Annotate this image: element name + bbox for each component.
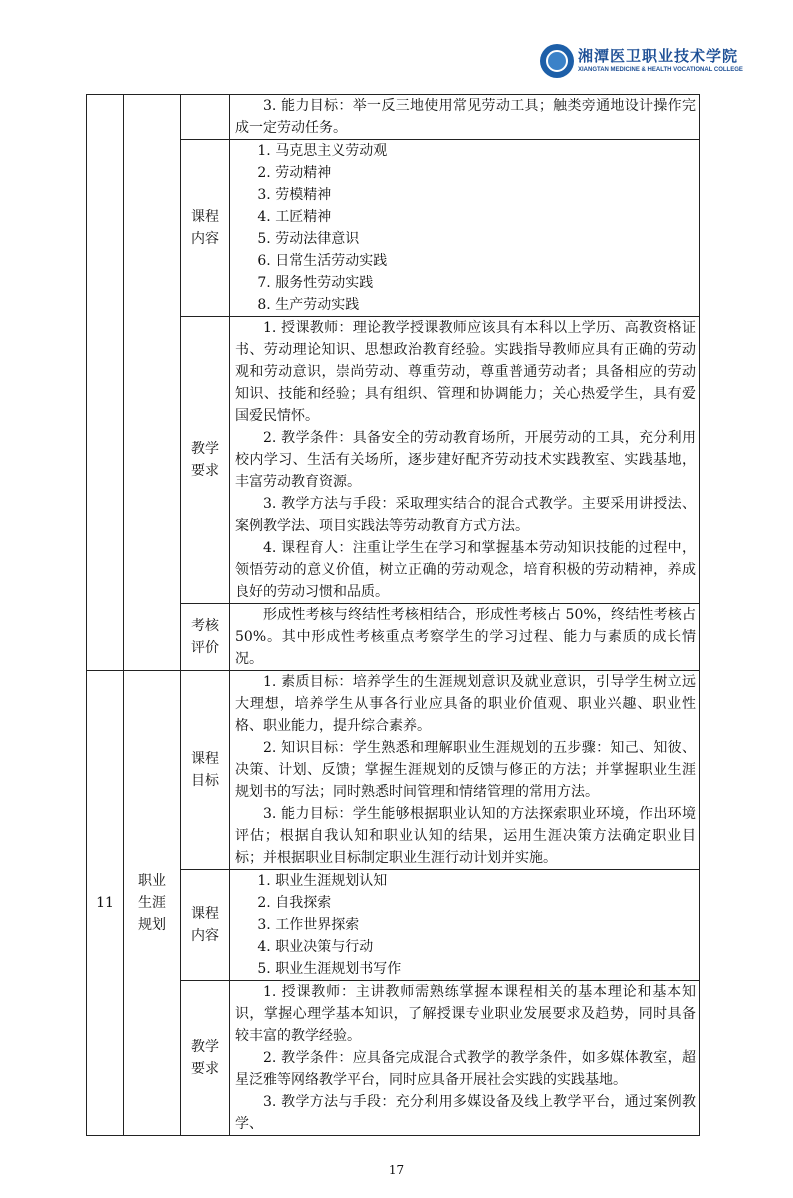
list-item: 5. 劳动法律意识	[257, 231, 360, 247]
logo-name-en: XIANGTAN MEDICINE & HEALTH VOCATIONAL COLLEGE	[578, 67, 743, 73]
list-item: 4. 职业决策与行动	[257, 939, 374, 955]
list-item: 8. 生产劳动实践	[257, 297, 360, 313]
course-number-cell	[87, 671, 124, 1136]
college-seal-icon	[540, 44, 574, 78]
paragraph: 4. 课程育人：注重让学生在学习和掌握基本劳动知识技能的过程中，领悟劳动的意义价值，树立正确的劳动观念，培育积极的劳动精神，养成良好的劳动习惯和品质。	[235, 540, 696, 600]
eval-label-cell	[181, 604, 230, 671]
req-label: 教学要求	[191, 1039, 219, 1077]
content-label-cell	[181, 140, 230, 317]
req-label: 教学要求	[191, 441, 219, 479]
content-label-cell	[181, 870, 230, 981]
college-logo	[540, 44, 743, 78]
list-item: 1. 职业生涯规划认知	[257, 873, 388, 889]
list-item: 7. 服务性劳动实践	[257, 275, 374, 291]
list-item: 3. 劳模精神	[257, 187, 332, 203]
paragraph: 2. 知识目标：学生熟悉和理解职业生涯规划的五步骤：知己、知彼、决策、计划、反馈；掌握生涯规划的反馈与修正的方法；并掌握职业生涯规划书的写法；同时熟悉时间管理和情绪管理的常用方法。	[235, 740, 696, 800]
list-item: 5. 职业生涯规划书写作	[257, 961, 402, 977]
goal-label-cell	[181, 671, 230, 870]
label-cell	[181, 95, 230, 140]
eval-paragraph: 形成性考核与终结性考核相结合，形成性考核占 50%，终结性考核占 50%。其中形成性考核重点考察学生的学习过程、能力与素质的成长情况。	[235, 607, 696, 667]
eval-label: 考核评价	[191, 618, 219, 656]
goals-text	[230, 671, 700, 870]
requirements-text	[230, 981, 700, 1136]
content-label: 课程内容	[191, 209, 219, 247]
logo-name-cn: 湘潭医卫职业技术学院	[578, 47, 739, 65]
course-name-cell	[124, 671, 181, 1136]
course-name: 职业生涯规划	[138, 873, 166, 933]
paragraph: 2. 教学条件：应具备完成混合式教学的教学条件，如多媒体教室，超星泛雅等网络教学平台，同时应具备开展社会实践的实践基地。	[235, 1050, 696, 1088]
list-item: 2. 劳动精神	[257, 165, 332, 181]
goal-paragraph: 3. 能力目标：举一反三地使用常见劳动工具；触类旁通地设计操作完成一定劳动任务。	[235, 98, 696, 136]
course-table	[86, 94, 700, 1136]
course-number: 11	[96, 895, 114, 911]
paragraph: 3. 教学方法与手段：采取理实结合的混合式教学。主要采用讲授法、案例教学法、项目实践法等劳动教育方式方法。	[235, 496, 696, 534]
page-number: 17	[388, 1163, 405, 1177]
content-label: 课程内容	[191, 906, 219, 944]
requirements-text	[230, 317, 700, 604]
goal-label: 课程目标	[191, 751, 219, 789]
req-label-cell	[181, 981, 230, 1136]
paragraph: 3. 能力目标：学生能够根据职业认知的方法探索职业环境，作出环境评估；根据自我认知和职业认知的结果，运用生涯决策方法确定职业目标；并根据职业目标制定职业生涯行动计划并实施。	[235, 806, 696, 866]
table-row	[87, 671, 700, 870]
paragraph: 3. 教学方法与手段：充分利用多媒设备及线上教学平台，通过案例教学、	[235, 1094, 696, 1132]
list-item: 6. 日常生活劳动实践	[257, 253, 388, 269]
course-name-cell	[124, 95, 181, 671]
content-list	[230, 870, 700, 981]
goal-continued-cell	[230, 95, 700, 140]
table-row	[87, 95, 700, 140]
content-list	[230, 140, 700, 317]
course-number-cell	[87, 95, 124, 671]
paragraph: 2. 教学条件：具备安全的劳动教育场所，开展劳动的工具，充分利用校内学习、生活有关场所，逐步建好配齐劳动技术实践教室、实践基地，丰富劳动教育资源。	[235, 430, 696, 490]
list-item: 4. 工匠精神	[257, 209, 332, 225]
list-item: 3. 工作世界探索	[257, 917, 360, 933]
list-item: 1. 马克思主义劳动观	[257, 143, 388, 159]
list-item: 2. 自我探索	[257, 895, 332, 911]
paragraph: 1. 素质目标：培养学生的生涯规划意识及就业意识，引导学生树立远大理想，培养学生从事各行业应具备的职业价值观、职业兴趣、职业性格、职业能力，提升综合素养。	[235, 674, 696, 734]
paragraph: 1. 授课教师：理论教学授课教师应该具有本科以上学历、高教资格证书、劳动理论知识、思想政治教育经验。实践指导教师应具有正确的劳动观和劳动意识，崇尚劳动、尊重劳动，尊重普通劳动者；具备相应的劳动知识、技能和经验；具有组织、管理和协调能力；关心热爱学生，具有爱国爱民情怀。	[235, 320, 696, 424]
paragraph: 1. 授课教师：主讲教师需熟练掌握本课程相关的基本理论和基本知识，掌握心理学基本知识，了解授课专业职业发展要求及趋势，同时具备较丰富的教学经验。	[235, 984, 696, 1044]
req-label-cell	[181, 317, 230, 604]
evaluation-text	[230, 604, 700, 671]
